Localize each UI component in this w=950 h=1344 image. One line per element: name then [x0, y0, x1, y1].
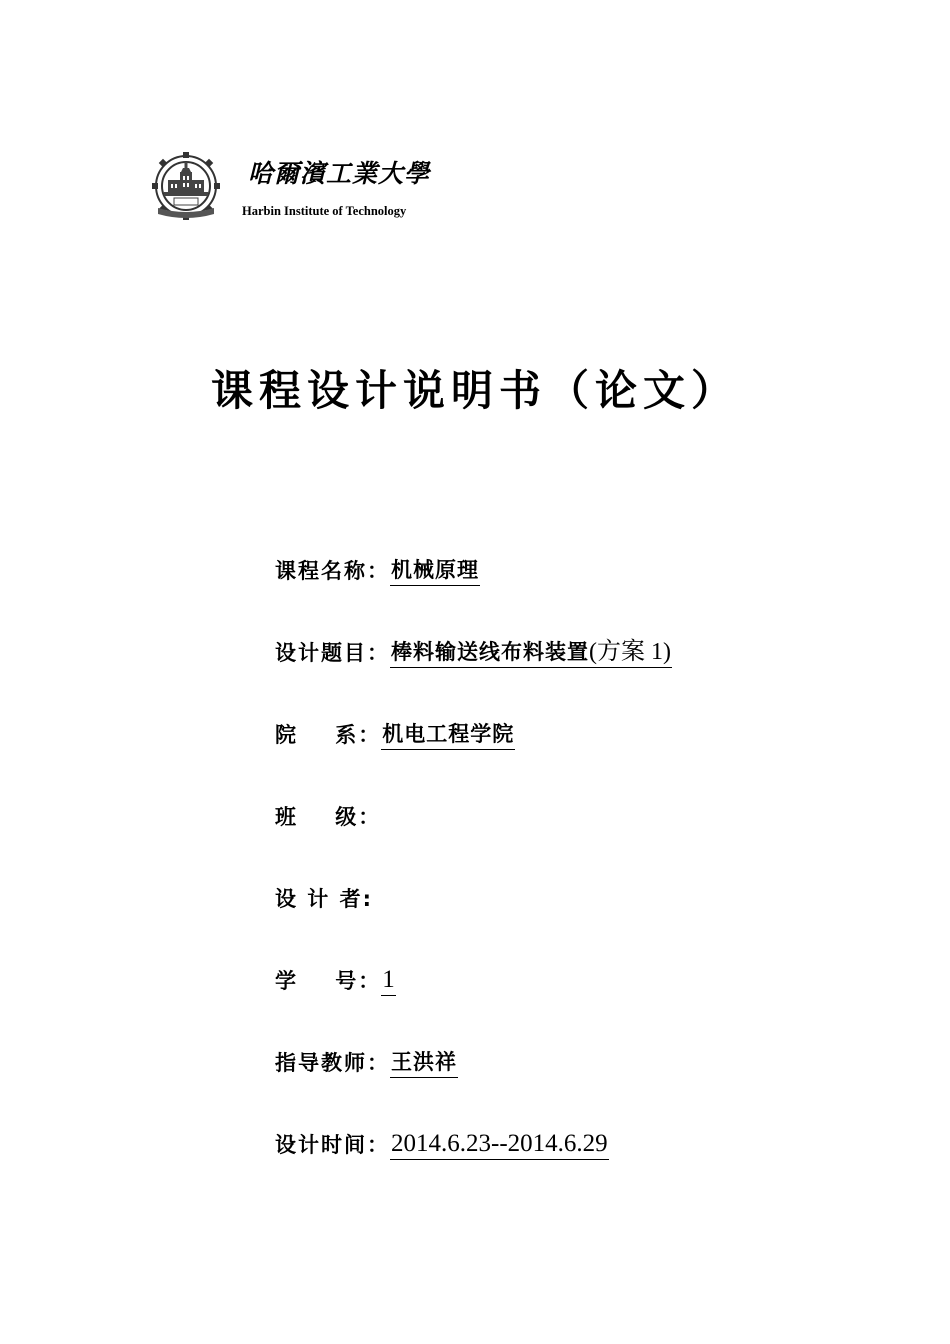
design-topic-value [390, 638, 672, 668]
field-student-id [275, 964, 396, 998]
advisor-value: 王洪祥 [390, 1048, 458, 1078]
student-id-value: 1 [381, 966, 396, 996]
design-topic-text: 棒料输送线布料装置 [391, 640, 589, 664]
course-name-label: 课程名称： [275, 559, 390, 583]
field-advisor [275, 1046, 458, 1080]
department-label: 院 系： [275, 723, 382, 747]
design-topic-suffix: (方案 1) [589, 639, 671, 665]
field-course-name [275, 554, 480, 588]
university-name-chinese: 哈爾濱工業大學 [248, 159, 431, 188]
design-period-label: 设计时间： [275, 1133, 390, 1157]
class-label: 班 级： [275, 805, 382, 829]
university-header [148, 150, 448, 222]
design-topic-label: 设计题目： [275, 641, 390, 665]
field-class [275, 800, 383, 834]
advisor-label: 指导教师： [275, 1051, 390, 1075]
field-department [275, 718, 515, 752]
designer-label: 设 计 者: [275, 887, 374, 911]
hit-university-seal-icon [148, 150, 224, 222]
university-name-english: Harbin Institute of Technology [242, 204, 407, 218]
field-design-topic [275, 636, 672, 670]
class-value [381, 831, 383, 832]
department-value: 机电工程学院 [381, 720, 515, 750]
designer-value [373, 913, 375, 914]
document-title: 课程设计说明书（论文） [210, 366, 739, 415]
field-design-period [275, 1128, 609, 1162]
field-designer [275, 882, 375, 916]
course-name-value: 机械原理 [390, 556, 480, 586]
student-id-label: 学 号： [275, 969, 382, 993]
design-period-value: 2014.6.23--2014.6.29 [390, 1130, 609, 1160]
